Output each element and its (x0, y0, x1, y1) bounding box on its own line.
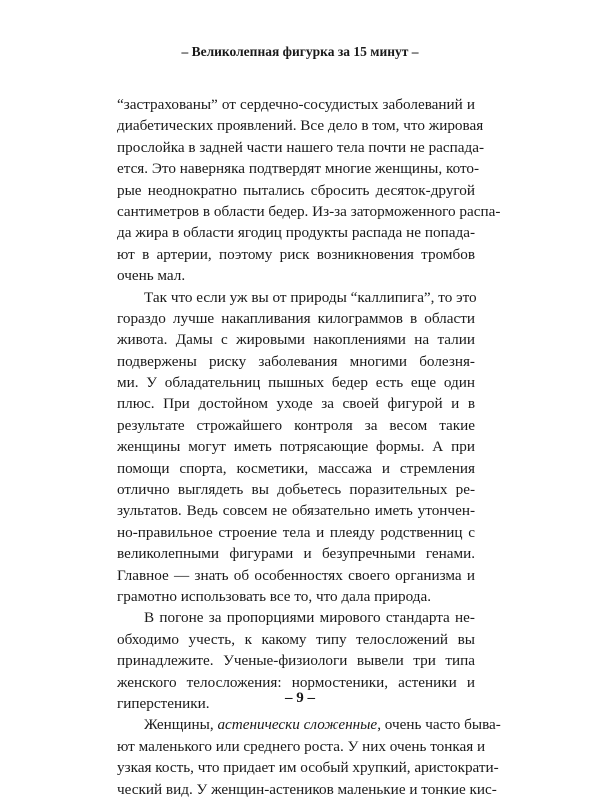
text-line: помощи спорта, косметики, массажа и стремления (117, 459, 475, 477)
text-line: подвержены риску заболевания многими болезня- (117, 352, 475, 370)
text-line: женского телосложения: нормостеники, астеники и (117, 673, 475, 691)
text-line: прослойка в задней части нашего тела почти не распада- (117, 138, 485, 156)
text-line: плюс. При достойном уходе за своей фигурой и в (117, 395, 475, 413)
text-line: Так что если уж вы от природы “каллипига”, то это (144, 288, 477, 306)
text-line: но-правильное строение тела и плеяду родственниц с (117, 523, 475, 541)
running-header: – Великолепная фигурка за 15 минут – (181, 44, 419, 59)
text-line: Главное — знать об особенностях своего организма и (117, 566, 475, 584)
text-line: ми. У обладательниц пышных бедер есть еще один (117, 374, 475, 392)
italic-term: астенически сложенные (217, 716, 378, 734)
text-line: да жира в области ягодиц продукты распада не попада- (117, 224, 475, 242)
text-line: сантиметров в области бедер. Из-за заторможенного распа- (117, 202, 501, 220)
text-line: ется. Это наверняка подтвердят многие женщины, кото- (117, 160, 480, 178)
text-run: Женщины, (144, 716, 218, 734)
text-line: очень мал. (117, 267, 186, 285)
text-line: ческий вид. У женщин-астеников маленькие и тонкие кис- (117, 780, 497, 798)
text-line: диабетических проявлений. Все дело в том, что жировая (117, 117, 484, 135)
paragraph (117, 287, 475, 608)
text-line: принадлежите. Ученые-физиологи вывели три типа (117, 652, 475, 670)
text-line: отлично выглядеть вы добьетесь поразительных ре- (117, 481, 475, 499)
text-line: обходимо учесть, к какому типу телосложений вы (117, 630, 475, 648)
text-line: узкая кость, что придает им особый хрупкий, аристократи- (117, 759, 499, 777)
text-run: , очень часто быва- (377, 716, 501, 734)
text-line: “застрахованы” от сердечно-сосудистых заболеваний и (117, 96, 475, 113)
text-line: ют в артерии, поэтому риск возникновения тромбов (117, 245, 475, 263)
page-number: – 9 – (285, 690, 315, 706)
text-line: живота. Дамы с жировыми накоплениями на талии (117, 331, 475, 349)
text-line: великолепными фигурами и безупречными генами. (117, 545, 475, 563)
text-line: В погоне за пропорциями мирового стандарта не- (144, 609, 475, 627)
text-line: ют маленького или среднего роста. У них очень тонкая и (117, 737, 486, 755)
text-line: грамотно использовать все то, что дала природа. (117, 587, 432, 605)
text-line: гораздо лучше накапливания килограммов в области (117, 309, 475, 327)
text-line: рые неоднократно пытались сбросить десяток-другой (117, 181, 475, 199)
text-line (117, 714, 501, 735)
text-line: гиперстеники. (117, 694, 210, 712)
text-line: результате строжайшего контроля за весом такие (117, 416, 475, 434)
text-line: женщины могут иметь потрясающие формы. А при (117, 438, 475, 456)
paragraph (117, 94, 501, 287)
text-line: зультатов. Ведь совсем не обязательно иметь утончен- (117, 502, 475, 520)
paragraph (117, 714, 501, 800)
